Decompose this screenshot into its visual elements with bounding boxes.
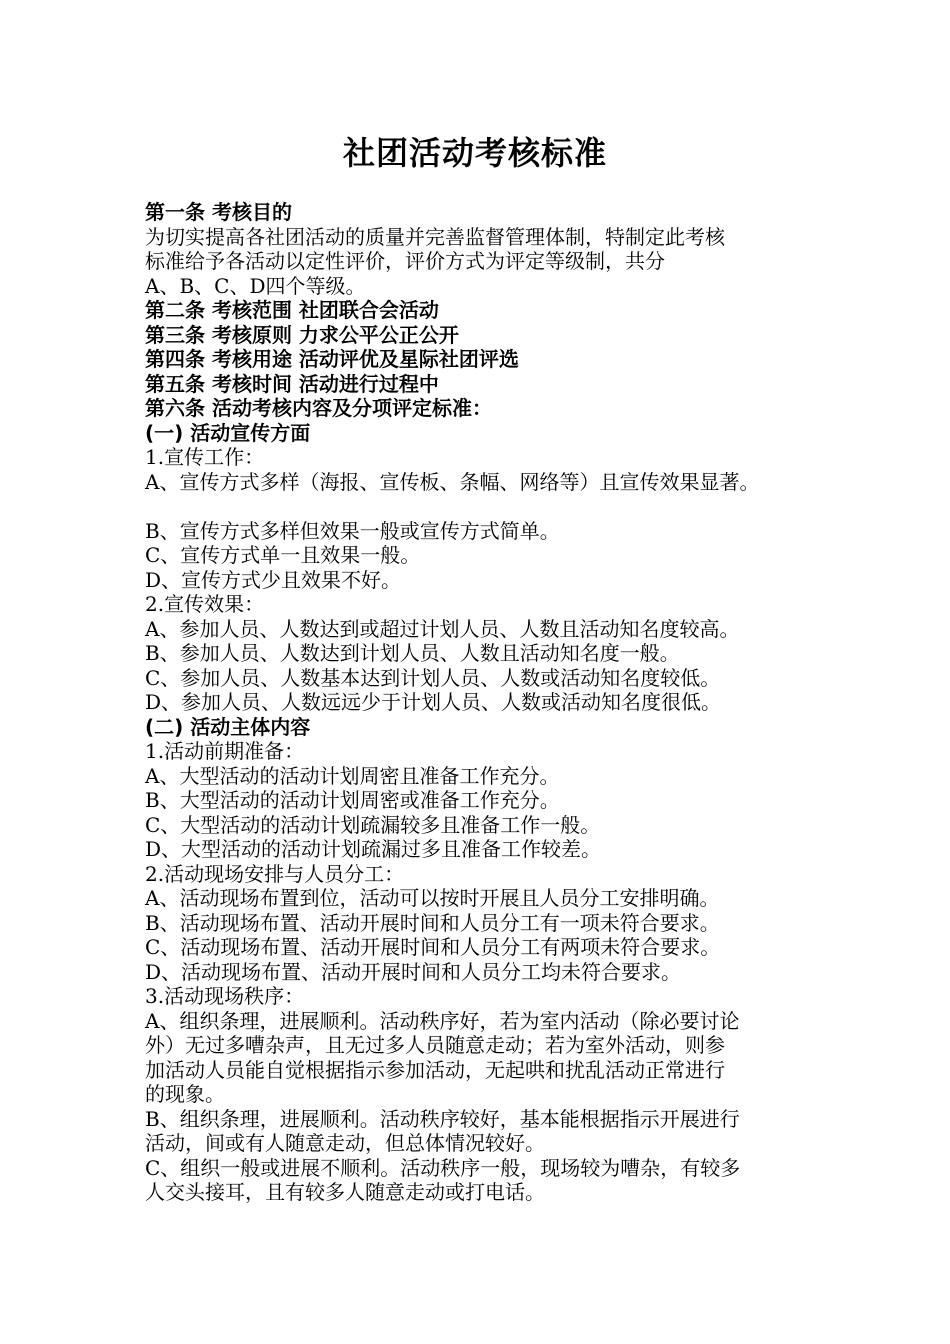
criterion-item: D、活动现场布置、活动开展时间和人员分工均未符合要求。 [145, 959, 682, 984]
article-5: 第五条 考核时间 活动进行过程中 [145, 371, 439, 396]
criterion-item: B、大型活动的活动计划周密或准备工作充分。 [145, 788, 560, 812]
section-1-sub-1-title: 1.宣传工作： [145, 445, 265, 469]
section-2-sub-1-title: 1.活动前期准备： [145, 739, 305, 763]
section-2-heading: (二) 活动主体内容 [145, 714, 311, 739]
section-1-heading: (一) 活动宣传方面 [145, 420, 311, 445]
criterion-item: C、宣传方式单一且效果一般。 [145, 543, 421, 567]
criterion-item-line: 活动，间或有人随意走动，但总体情况较好。 [145, 1131, 545, 1155]
criterion-item: A、参加人员、人数达到或超过计划人员、人数且活动知名度较高。 [145, 616, 740, 641]
criterion-item: B、参加人员、人数达到计划人员、人数且活动知名度一般。 [145, 641, 680, 665]
criterion-item: D、参加人员、人数远远少于计划人员、人数或活动知名度很低。 [145, 690, 722, 714]
criterion-item: D、宣传方式少且效果不好。 [145, 567, 402, 592]
criterion-item: A、大型活动的活动计划周密且准备工作充分。 [145, 763, 560, 788]
criterion-item-line: 外）无过多嘈杂声，且无过多人员随意走动；若为室外活动，则参 [145, 1033, 725, 1057]
criterion-item-line: 的现象。 [145, 1082, 225, 1106]
section-2-sub-3-title: 3.活动现场秩序： [145, 984, 305, 1008]
criterion-item: A、宣传方式多样（海报、宣传板、条幅、网络等）且宣传效果显著。 [145, 469, 760, 494]
criterion-item-line: C、组织一般或进展不顺利。活动秩序一般，现场较为嘈杂，有较多 [145, 1155, 741, 1180]
article-2: 第二条 考核范围 社团联合会活动 [145, 298, 439, 322]
criterion-item: C、参加人员、人数基本达到计划人员、人数或活动知名度较低。 [145, 665, 721, 690]
criterion-item-line: A、组织条理，进展顺利。活动秩序好，若为室内活动（除必要讨论 [145, 1008, 740, 1033]
article-1-text-line: A、B、C、D四个等级。 [145, 273, 366, 298]
article-1-heading: 第一条 考核目的 [145, 200, 292, 224]
article-1-text-line: 标准给予各活动以定性评价，评价方式为评定等级制，共分 [145, 249, 665, 273]
criterion-item: B、活动现场布置、活动开展时间和人员分工有一项未符合要求。 [145, 910, 720, 935]
article-1-text-line: 为切实提高各社团活动的质量并完善监督管理体制，特制定此考核 [145, 224, 725, 249]
blank-line [145, 494, 835, 519]
criterion-item-line: 人交头接耳，且有较多人随意走动或打电话。 [145, 1180, 545, 1204]
document-body [145, 200, 835, 1205]
article-4: 第四条 考核用途 活动评优及星际社团评选 [145, 347, 519, 371]
criterion-item: D、大型活动的活动计划疏漏过多且准备工作较差。 [145, 837, 602, 861]
section-2-sub-2-title: 2.活动现场安排与人员分工： [145, 861, 405, 886]
criterion-item-line: B、组织条理，进展顺利。活动秩序较好，基本能根据指示开展进行 [145, 1106, 740, 1131]
article-3: 第三条 考核原则 力求公平公正公开 [145, 322, 459, 347]
article-6: 第六条 活动考核内容及分项评定标准： [145, 396, 492, 420]
criterion-item-line: 加活动人员能自觉根据指示参加活动，无起哄和扰乱活动正常进行 [145, 1057, 725, 1082]
criterion-item: B、宣传方式多样但效果一般或宣传方式简单。 [145, 518, 560, 543]
section-1-sub-2-title: 2.宣传效果： [145, 592, 265, 616]
criterion-item: C、活动现场布置、活动开展时间和人员分工有两项未符合要求。 [145, 935, 721, 959]
page-title: 社团活动考核标准 [342, 134, 607, 172]
criterion-item: C、大型活动的活动计划疏漏较多且准备工作一般。 [145, 812, 601, 837]
criterion-item: A、活动现场布置到位，活动可以按时开展且人员分工安排明确。 [145, 886, 720, 910]
